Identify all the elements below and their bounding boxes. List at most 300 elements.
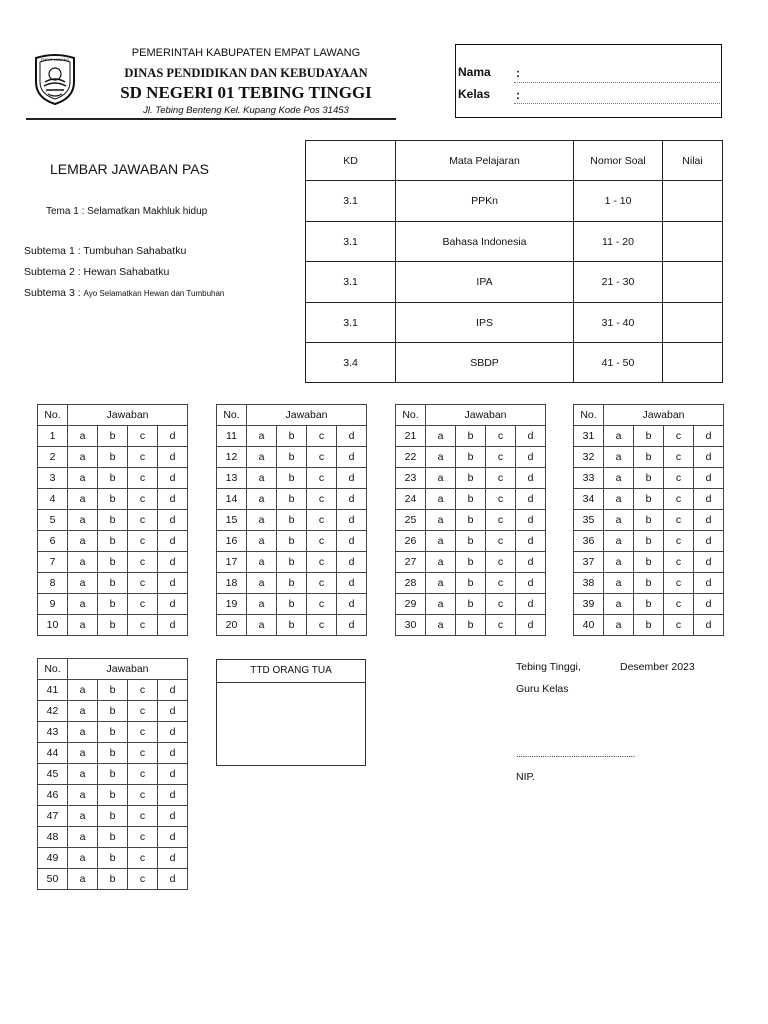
- answer-option-a[interactable]: a: [247, 426, 277, 447]
- answer-row: [574, 510, 724, 531]
- answer-option-a[interactable]: a: [68, 552, 98, 573]
- answer-option-c[interactable]: c: [307, 468, 337, 489]
- answer-option-b[interactable]: b: [456, 510, 486, 531]
- sign-date: Desember 2023: [620, 661, 695, 673]
- answer-option-c[interactable]: c: [307, 510, 337, 531]
- answer-row: [574, 489, 724, 510]
- question-number: 33: [574, 468, 604, 489]
- question-number: 2: [38, 447, 68, 468]
- answer-option-a[interactable]: a: [68, 426, 98, 447]
- answer-option-b[interactable]: b: [277, 468, 307, 489]
- answer-option-d[interactable]: d: [158, 573, 188, 594]
- answer-option-d[interactable]: d: [337, 573, 367, 594]
- question-number: 36: [574, 531, 604, 552]
- answer-option-a[interactable]: a: [604, 573, 634, 594]
- government-name: PEMERINTAH KABUPATEN EMPAT LAWANG: [131, 47, 361, 59]
- answer-option-c[interactable]: c: [486, 447, 516, 468]
- answer-grid-header: [396, 405, 546, 426]
- answer-row: [38, 701, 188, 722]
- answer-option-c[interactable]: c: [128, 848, 158, 869]
- answer-row: [38, 848, 188, 869]
- answer-option-d[interactable]: d: [694, 447, 724, 468]
- answer-option-a[interactable]: a: [68, 848, 98, 869]
- subject-table-cell: 31 - 40: [574, 303, 663, 343]
- question-number: 50: [38, 869, 68, 890]
- subject-table-row: [306, 303, 723, 343]
- subject-table-cell: SBDP: [396, 343, 574, 383]
- answer-option-b[interactable]: b: [277, 531, 307, 552]
- score-cell[interactable]: [663, 181, 723, 222]
- answer-option-c[interactable]: c: [486, 510, 516, 531]
- answer-row: [574, 615, 724, 636]
- name-field[interactable]: [514, 82, 720, 83]
- question-number: 37: [574, 552, 604, 573]
- question-number: 11: [217, 426, 247, 447]
- subject-table-cell: 1 - 10: [574, 181, 663, 222]
- answer-option-b[interactable]: b: [98, 489, 128, 510]
- answer-option-d[interactable]: d: [158, 680, 188, 701]
- school-address: Jl. Tebing Benteng Kel. Kupang Kode Pos 31453: [143, 105, 349, 116]
- answer-option-b[interactable]: b: [98, 615, 128, 636]
- answer-option-b[interactable]: b: [98, 531, 128, 552]
- subject-table-header-cell: Nilai: [663, 141, 723, 181]
- question-number: 18: [217, 573, 247, 594]
- question-number: 49: [38, 848, 68, 869]
- answer-option-d[interactable]: d: [516, 447, 546, 468]
- answer-option-b[interactable]: b: [456, 573, 486, 594]
- answer-option-a[interactable]: a: [604, 594, 634, 615]
- answer-option-d[interactable]: d: [516, 489, 546, 510]
- answer-option-b[interactable]: b: [98, 594, 128, 615]
- subject-table-cell: IPA: [396, 262, 574, 303]
- answer-option-a[interactable]: a: [604, 510, 634, 531]
- answer-option-a[interactable]: a: [604, 447, 634, 468]
- answer-header: Jawaban: [68, 659, 188, 680]
- answer-option-c[interactable]: c: [307, 426, 337, 447]
- subject-table-header-cell: Mata Pelajaran: [396, 141, 574, 181]
- answer-option-c[interactable]: c: [307, 531, 337, 552]
- class-field[interactable]: [514, 103, 720, 104]
- answer-option-c[interactable]: c: [128, 531, 158, 552]
- answer-option-c[interactable]: c: [128, 722, 158, 743]
- question-number: 20: [217, 615, 247, 636]
- answer-option-a[interactable]: a: [68, 827, 98, 848]
- question-number: 34: [574, 489, 604, 510]
- answer-option-c[interactable]: c: [307, 573, 337, 594]
- answer-option-b[interactable]: b: [634, 615, 664, 636]
- answer-option-b[interactable]: b: [98, 573, 128, 594]
- answer-option-d[interactable]: d: [516, 426, 546, 447]
- answer-option-d[interactable]: d: [158, 489, 188, 510]
- answer-option-c[interactable]: c: [128, 680, 158, 701]
- answer-option-b[interactable]: b: [98, 468, 128, 489]
- answer-option-d[interactable]: d: [694, 615, 724, 636]
- question-number: 5: [38, 510, 68, 531]
- subject-table-cell: 3.1: [306, 303, 396, 343]
- answer-option-d[interactable]: d: [337, 510, 367, 531]
- answer-option-a[interactable]: a: [426, 510, 456, 531]
- answer-option-d[interactable]: d: [158, 510, 188, 531]
- answer-option-c[interactable]: c: [128, 510, 158, 531]
- answer-option-d[interactable]: d: [337, 531, 367, 552]
- answer-option-c[interactable]: c: [486, 594, 516, 615]
- answer-option-d[interactable]: d: [337, 489, 367, 510]
- answer-option-a[interactable]: a: [68, 468, 98, 489]
- answer-option-b[interactable]: b: [98, 806, 128, 827]
- answer-option-c[interactable]: c: [486, 615, 516, 636]
- answer-option-c[interactable]: c: [664, 426, 694, 447]
- answer-option-c[interactable]: c: [486, 531, 516, 552]
- answer-option-c[interactable]: c: [128, 573, 158, 594]
- answer-option-d[interactable]: d: [337, 426, 367, 447]
- answer-row: [38, 447, 188, 468]
- answer-option-d[interactable]: d: [516, 594, 546, 615]
- answer-option-d[interactable]: d: [694, 531, 724, 552]
- answer-option-a[interactable]: a: [426, 552, 456, 573]
- answer-option-b[interactable]: b: [634, 447, 664, 468]
- answer-option-d[interactable]: d: [516, 615, 546, 636]
- answer-option-d[interactable]: d: [158, 426, 188, 447]
- answer-option-c[interactable]: c: [664, 531, 694, 552]
- name-colon: :: [516, 66, 520, 80]
- answer-option-b[interactable]: b: [98, 510, 128, 531]
- answer-option-d[interactable]: d: [337, 594, 367, 615]
- answer-option-c[interactable]: c: [128, 594, 158, 615]
- subject-table-cell: PPKn: [396, 181, 574, 222]
- answer-option-a[interactable]: a: [604, 615, 634, 636]
- answer-row: [38, 531, 188, 552]
- theme-label: Tema 1 : Selamatkan Makhluk hidup: [46, 206, 208, 217]
- answer-option-b[interactable]: b: [456, 447, 486, 468]
- answer-row: [38, 552, 188, 573]
- answer-option-b[interactable]: b: [98, 447, 128, 468]
- answer-option-d[interactable]: d: [694, 552, 724, 573]
- answer-option-a[interactable]: a: [426, 447, 456, 468]
- answer-option-b[interactable]: b: [98, 848, 128, 869]
- answer-option-c[interactable]: c: [307, 594, 337, 615]
- answer-row: [217, 552, 367, 573]
- answer-option-d[interactable]: d: [694, 573, 724, 594]
- answer-option-d[interactable]: d: [694, 426, 724, 447]
- answer-option-a[interactable]: a: [68, 594, 98, 615]
- answer-option-b[interactable]: b: [98, 869, 128, 890]
- answer-row: [217, 531, 367, 552]
- question-number: 32: [574, 447, 604, 468]
- answer-option-b[interactable]: b: [277, 615, 307, 636]
- answer-option-c[interactable]: c: [664, 510, 694, 531]
- answer-option-a[interactable]: a: [426, 531, 456, 552]
- answer-option-a[interactable]: a: [604, 489, 634, 510]
- question-number: 16: [217, 531, 247, 552]
- answer-option-c[interactable]: c: [664, 615, 694, 636]
- answer-option-b[interactable]: b: [98, 552, 128, 573]
- answer-option-b[interactable]: b: [277, 594, 307, 615]
- question-number: 31: [574, 426, 604, 447]
- score-cell[interactable]: [663, 303, 723, 343]
- answer-option-c[interactable]: c: [128, 468, 158, 489]
- answer-option-c[interactable]: c: [128, 806, 158, 827]
- sign-place: Tebing Tinggi,: [516, 661, 581, 673]
- subject-table-row: [306, 181, 723, 222]
- answer-option-c[interactable]: c: [128, 426, 158, 447]
- answer-option-b[interactable]: b: [634, 510, 664, 531]
- question-number: 38: [574, 573, 604, 594]
- question-number: 7: [38, 552, 68, 573]
- answer-option-b[interactable]: b: [456, 531, 486, 552]
- question-number: 28: [396, 573, 426, 594]
- answer-option-a[interactable]: a: [247, 489, 277, 510]
- answer-option-d[interactable]: d: [516, 573, 546, 594]
- answer-option-c[interactable]: c: [128, 489, 158, 510]
- score-cell[interactable]: [663, 343, 723, 383]
- answer-option-a[interactable]: a: [426, 594, 456, 615]
- subject-table-cell: 21 - 30: [574, 262, 663, 303]
- answer-option-c[interactable]: c: [307, 552, 337, 573]
- answer-option-d[interactable]: d: [158, 869, 188, 890]
- answer-option-b[interactable]: b: [634, 552, 664, 573]
- answer-option-a[interactable]: a: [68, 701, 98, 722]
- answer-option-a[interactable]: a: [68, 806, 98, 827]
- question-number: 19: [217, 594, 247, 615]
- answer-option-a[interactable]: a: [426, 489, 456, 510]
- answer-option-b[interactable]: b: [456, 489, 486, 510]
- answer-option-b[interactable]: b: [277, 489, 307, 510]
- answer-grid-header: [217, 405, 367, 426]
- answer-option-d[interactable]: d: [337, 615, 367, 636]
- answer-option-a[interactable]: a: [68, 447, 98, 468]
- answer-option-c[interactable]: c: [128, 447, 158, 468]
- sheet-title: LEMBAR JAWABAN PAS: [50, 161, 209, 177]
- answer-grid-2: [216, 404, 367, 636]
- answer-option-b[interactable]: b: [456, 426, 486, 447]
- answer-row: [38, 680, 188, 701]
- answer-option-d[interactable]: d: [337, 552, 367, 573]
- answer-option-b[interactable]: b: [277, 426, 307, 447]
- answer-option-a[interactable]: a: [247, 447, 277, 468]
- question-number: 44: [38, 743, 68, 764]
- answer-option-d[interactable]: d: [158, 701, 188, 722]
- answer-option-a[interactable]: a: [604, 531, 634, 552]
- answer-option-b[interactable]: b: [634, 531, 664, 552]
- answer-option-d[interactable]: d: [158, 827, 188, 848]
- answer-option-d[interactable]: d: [516, 510, 546, 531]
- subject-table-cell: 11 - 20: [574, 222, 663, 262]
- answer-option-a[interactable]: a: [426, 468, 456, 489]
- answer-option-d[interactable]: d: [158, 722, 188, 743]
- answer-option-c[interactable]: c: [128, 869, 158, 890]
- answer-option-b[interactable]: b: [277, 552, 307, 573]
- answer-option-a[interactable]: a: [247, 468, 277, 489]
- question-number: 27: [396, 552, 426, 573]
- class-label: Kelas: [458, 87, 491, 101]
- answer-option-c[interactable]: c: [307, 615, 337, 636]
- answer-option-d[interactable]: d: [158, 806, 188, 827]
- answer-option-a[interactable]: a: [247, 615, 277, 636]
- answer-option-d[interactable]: d: [337, 447, 367, 468]
- subject-table-row: [306, 222, 723, 262]
- answer-grid-header: [38, 659, 188, 680]
- question-number: 43: [38, 722, 68, 743]
- teacher-signature-line: ......................................................: [516, 749, 635, 759]
- answer-option-c[interactable]: c: [486, 468, 516, 489]
- answer-option-a[interactable]: a: [68, 573, 98, 594]
- answer-option-b[interactable]: b: [456, 615, 486, 636]
- answer-row: [38, 806, 188, 827]
- answer-option-b[interactable]: b: [277, 573, 307, 594]
- answer-option-a[interactable]: a: [68, 869, 98, 890]
- answer-option-c[interactable]: c: [664, 468, 694, 489]
- answer-option-b[interactable]: b: [277, 510, 307, 531]
- answer-option-b[interactable]: b: [98, 426, 128, 447]
- answer-option-c[interactable]: c: [128, 827, 158, 848]
- answer-option-b[interactable]: b: [634, 426, 664, 447]
- answer-header: Jawaban: [247, 405, 367, 426]
- answer-option-b[interactable]: b: [98, 701, 128, 722]
- answer-option-b[interactable]: b: [634, 468, 664, 489]
- subject-table-row: [306, 343, 723, 383]
- answer-no-header: No.: [217, 405, 247, 426]
- answer-option-c[interactable]: c: [486, 552, 516, 573]
- answer-option-d[interactable]: d: [158, 848, 188, 869]
- answer-option-d[interactable]: d: [694, 468, 724, 489]
- answer-row: [396, 615, 546, 636]
- answer-option-c[interactable]: c: [664, 594, 694, 615]
- answer-option-d[interactable]: d: [158, 785, 188, 806]
- question-number: 29: [396, 594, 426, 615]
- teacher-nip: NIP.: [516, 771, 536, 783]
- answer-option-c[interactable]: c: [664, 489, 694, 510]
- answer-option-d[interactable]: d: [158, 447, 188, 468]
- question-number: 47: [38, 806, 68, 827]
- score-cell[interactable]: [663, 222, 723, 262]
- answer-option-b[interactable]: b: [277, 447, 307, 468]
- answer-option-a[interactable]: a: [68, 489, 98, 510]
- question-number: 35: [574, 510, 604, 531]
- answer-option-b[interactable]: b: [456, 594, 486, 615]
- answer-option-c[interactable]: c: [128, 785, 158, 806]
- answer-option-b[interactable]: b: [634, 573, 664, 594]
- school-name: SD NEGERI 01 TEBING TINGGI: [120, 83, 372, 102]
- answer-option-b[interactable]: b: [456, 468, 486, 489]
- answer-option-a[interactable]: a: [426, 615, 456, 636]
- answer-option-b[interactable]: b: [98, 680, 128, 701]
- answer-option-d[interactable]: d: [158, 764, 188, 785]
- answer-option-b[interactable]: b: [634, 489, 664, 510]
- answer-option-d[interactable]: d: [516, 468, 546, 489]
- answer-option-c[interactable]: c: [307, 489, 337, 510]
- answer-option-d[interactable]: d: [158, 468, 188, 489]
- svg-text:EMPAT LAWANG: EMPAT LAWANG: [40, 58, 70, 62]
- answer-option-c[interactable]: c: [486, 489, 516, 510]
- answer-grid-1: [37, 404, 188, 636]
- answer-row: [574, 531, 724, 552]
- answer-option-b[interactable]: b: [98, 743, 128, 764]
- school-logo: [32, 52, 78, 106]
- answer-option-b[interactable]: b: [634, 594, 664, 615]
- answer-option-b[interactable]: b: [456, 552, 486, 573]
- header-divider: [26, 118, 396, 120]
- answer-option-a[interactable]: a: [247, 594, 277, 615]
- answer-option-c[interactable]: c: [128, 701, 158, 722]
- question-number: 46: [38, 785, 68, 806]
- answer-option-d[interactable]: d: [337, 468, 367, 489]
- answer-option-a[interactable]: a: [604, 468, 634, 489]
- answer-option-a[interactable]: a: [426, 426, 456, 447]
- answer-option-a[interactable]: a: [68, 531, 98, 552]
- answer-option-d[interactable]: d: [158, 552, 188, 573]
- parent-signature-box: [216, 659, 366, 766]
- answer-option-a[interactable]: a: [68, 764, 98, 785]
- answer-option-a[interactable]: a: [604, 552, 634, 573]
- answer-option-b[interactable]: b: [98, 722, 128, 743]
- answer-option-a[interactable]: a: [68, 510, 98, 531]
- answer-option-a[interactable]: a: [247, 552, 277, 573]
- answer-row: [396, 573, 546, 594]
- answer-option-d[interactable]: d: [516, 552, 546, 573]
- answer-row: [38, 722, 188, 743]
- answer-option-d[interactable]: d: [694, 594, 724, 615]
- answer-row: [38, 827, 188, 848]
- question-number: 42: [38, 701, 68, 722]
- answer-option-c[interactable]: c: [486, 573, 516, 594]
- score-cell[interactable]: [663, 262, 723, 303]
- answer-option-c[interactable]: c: [664, 573, 694, 594]
- answer-grid-3: [395, 404, 546, 636]
- answer-option-d[interactable]: d: [158, 531, 188, 552]
- answer-option-c[interactable]: c: [128, 764, 158, 785]
- answer-option-a[interactable]: a: [426, 573, 456, 594]
- answer-option-a[interactable]: a: [247, 573, 277, 594]
- answer-option-b[interactable]: b: [98, 827, 128, 848]
- answer-row: [574, 573, 724, 594]
- question-number: 41: [38, 680, 68, 701]
- question-number: 40: [574, 615, 604, 636]
- answer-option-d[interactable]: d: [158, 594, 188, 615]
- answer-option-a[interactable]: a: [68, 785, 98, 806]
- answer-option-a[interactable]: a: [68, 722, 98, 743]
- answer-option-c[interactable]: c: [128, 743, 158, 764]
- answer-row: [38, 594, 188, 615]
- answer-option-d[interactable]: d: [158, 743, 188, 764]
- answer-option-d[interactable]: d: [694, 489, 724, 510]
- answer-option-c[interactable]: c: [128, 552, 158, 573]
- teacher-role: Guru Kelas: [516, 683, 569, 695]
- answer-option-b[interactable]: b: [98, 785, 128, 806]
- answer-option-c[interactable]: c: [307, 447, 337, 468]
- answer-option-d[interactable]: d: [158, 615, 188, 636]
- answer-option-a[interactable]: a: [247, 531, 277, 552]
- answer-row: [38, 468, 188, 489]
- answer-option-c[interactable]: c: [664, 447, 694, 468]
- answer-option-c[interactable]: c: [128, 615, 158, 636]
- answer-option-d[interactable]: d: [516, 531, 546, 552]
- question-number: 25: [396, 510, 426, 531]
- answer-option-b[interactable]: b: [98, 764, 128, 785]
- answer-option-c[interactable]: c: [664, 552, 694, 573]
- answer-option-c[interactable]: c: [486, 426, 516, 447]
- question-number: 48: [38, 827, 68, 848]
- answer-option-a[interactable]: a: [68, 680, 98, 701]
- subject-table-header-cell: KD: [306, 141, 396, 181]
- answer-option-a[interactable]: a: [604, 426, 634, 447]
- answer-option-a[interactable]: a: [68, 615, 98, 636]
- answer-grid-5: [37, 658, 188, 890]
- answer-option-d[interactable]: d: [694, 510, 724, 531]
- answer-option-a[interactable]: a: [247, 510, 277, 531]
- answer-row: [396, 489, 546, 510]
- answer-row: [574, 447, 724, 468]
- answer-option-a[interactable]: a: [68, 743, 98, 764]
